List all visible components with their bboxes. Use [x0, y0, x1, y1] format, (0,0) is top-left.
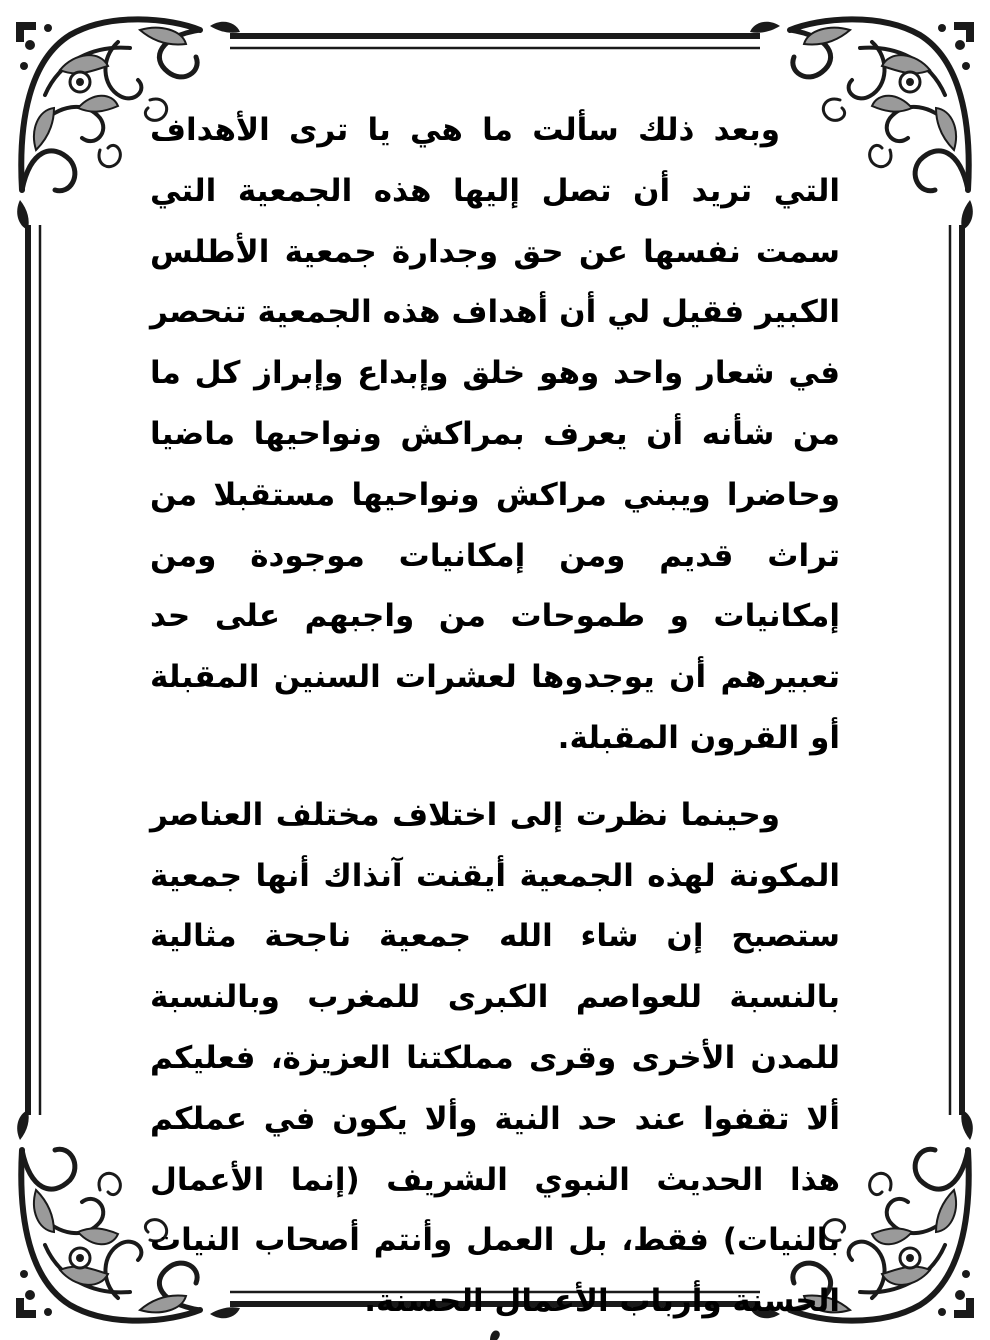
paragraph-2: وحينما نظرت إلى اختلاف مختلف العناصر المكونة لهذه الجمعية أيقنت آنذاك أنها جمعية ستصبح إن شاء الله جمعية ناجحة مثالية بالنسبة للعواصم الكبرى للمغرب وبالنسبة للمدن الأخرى وقرى مملكتنا العزيزة، فعليكم ألا تقفوا عند حد النية وألا يكون في عملكم هذا الحديث النبوي الشريف (إنما الأعمال بالنيات) فقط، بل العمل وأنتم أصحاب النيات الحسنة وأرباب الأعمال الحسنة.: [150, 796, 840, 1320]
paragraph-1: وبعد ذلك سألت ما هي يا ترى الأهداف التي تريد أن تصل إليها هذه الجمعية التي سمت نفسها عن حق وجدارة جمعية الأطلس الكبير فقيل لي أن أهداف هذه الجمعية تنحصر في شعار واحد وهو خلق وإبداع وإبراز كل ما من شأنه أن يعرف بمراكش ونواحيها ماضيا وحاضرا ويبني مراكش ونواحيها مستقبلا من تراث قديم ومن إمكانيات موجودة ومن إمكانيات و طموحات من واجبهم على حد تعبيرهم أن يوجدوها لعشرات السنين المقبلة أو القرون المقبلة.: [150, 112, 840, 756]
document-body: [150, 100, 840, 1332]
page-number-mark: [470, 1325, 520, 1340]
